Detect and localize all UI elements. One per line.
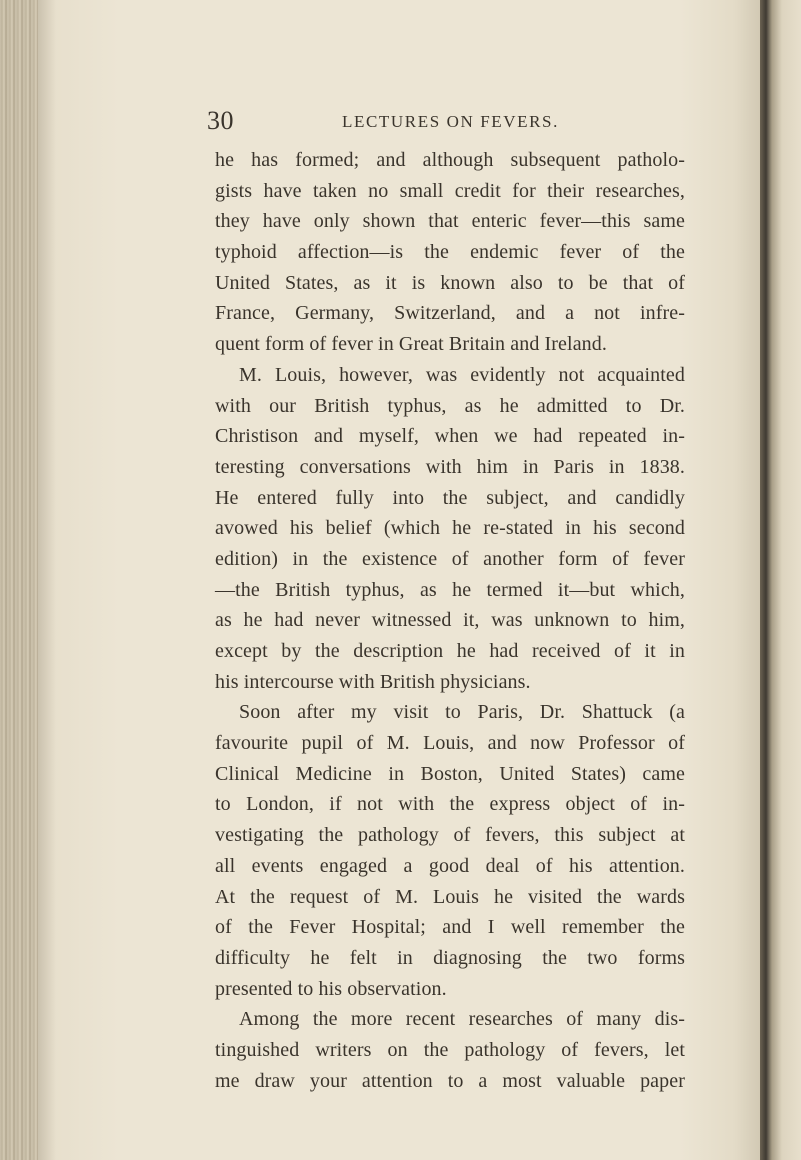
text-line: gists have taken no small credit for their researches,	[215, 179, 685, 202]
text-line: vestigating the pathology of fevers, this subject at	[215, 824, 685, 847]
text-line: except by the description he had received of it in	[215, 640, 685, 662]
text-line: Clinical Medicine in Boston, United States) came	[215, 762, 685, 785]
book-binding-edge	[0, 0, 38, 1160]
text-line: France, Germany, Switzerland, and a not infre-	[215, 302, 685, 325]
page-number: 30	[207, 106, 234, 135]
text-line: typhoid affection—is the endemic fever of the	[215, 241, 685, 264]
text-line: United States, as it is known also to be that of	[215, 271, 685, 294]
text-line: me draw your attention to a most valuable paper	[215, 1069, 685, 1092]
text-line: edition) in the existence of another form of fever	[215, 547, 685, 570]
text-line: Christison and myself, when we had repeated in-	[215, 425, 685, 448]
body-text	[215, 145, 685, 1096]
gutter-shadow	[38, 0, 56, 1160]
text-line: difficulty he felt in diagnosing the two forms	[215, 946, 685, 969]
page-header	[0, 106, 801, 142]
text-line: —the British typhus, as he termed it—but which,	[215, 578, 685, 601]
text-line: his intercourse with British physicians.	[215, 670, 531, 693]
text-line: of the Fever Hospital; and I well remember the	[215, 916, 685, 939]
text-line: presented to his observation.	[215, 977, 447, 1000]
text-line: they have only shown that enteric fever—this same	[215, 210, 685, 233]
text-line: as he had never witnessed it, was unknown to him,	[215, 609, 685, 632]
text-line: quent form of fever in Great Britain and Ireland.	[215, 333, 607, 356]
text-line: At the request of M. Louis he visited the wards	[215, 885, 685, 908]
text-line: he has formed; and although subsequent patholo-	[215, 149, 685, 171]
running-head: LECTURES ON FEVERS.	[342, 112, 559, 131]
text-line: all events engaged a good deal of his attention.	[215, 854, 685, 877]
text-line: teresting conversations with him in Paris in 1838.	[215, 455, 685, 478]
text-line: to London, if not with the express object of in-	[215, 793, 685, 816]
page-fore-edge	[760, 0, 801, 1160]
text-line: He entered fully into the subject, and candidly	[215, 486, 685, 509]
text-line: Among the more recent researches of many dis-	[239, 1008, 685, 1031]
text-line: with our British typhus, as he admitted to Dr.	[215, 394, 685, 417]
text-line: tinguished writers on the pathology of fevers, let	[215, 1038, 685, 1061]
text-line: Soon after my visit to Paris, Dr. Shattuck (a	[239, 701, 685, 724]
text-line: favourite pupil of M. Louis, and now Professor of	[215, 732, 685, 755]
text-line: avowed his belief (which he re-stated in his second	[215, 517, 685, 540]
text-line: M. Louis, however, was evidently not acquainted	[239, 363, 685, 386]
